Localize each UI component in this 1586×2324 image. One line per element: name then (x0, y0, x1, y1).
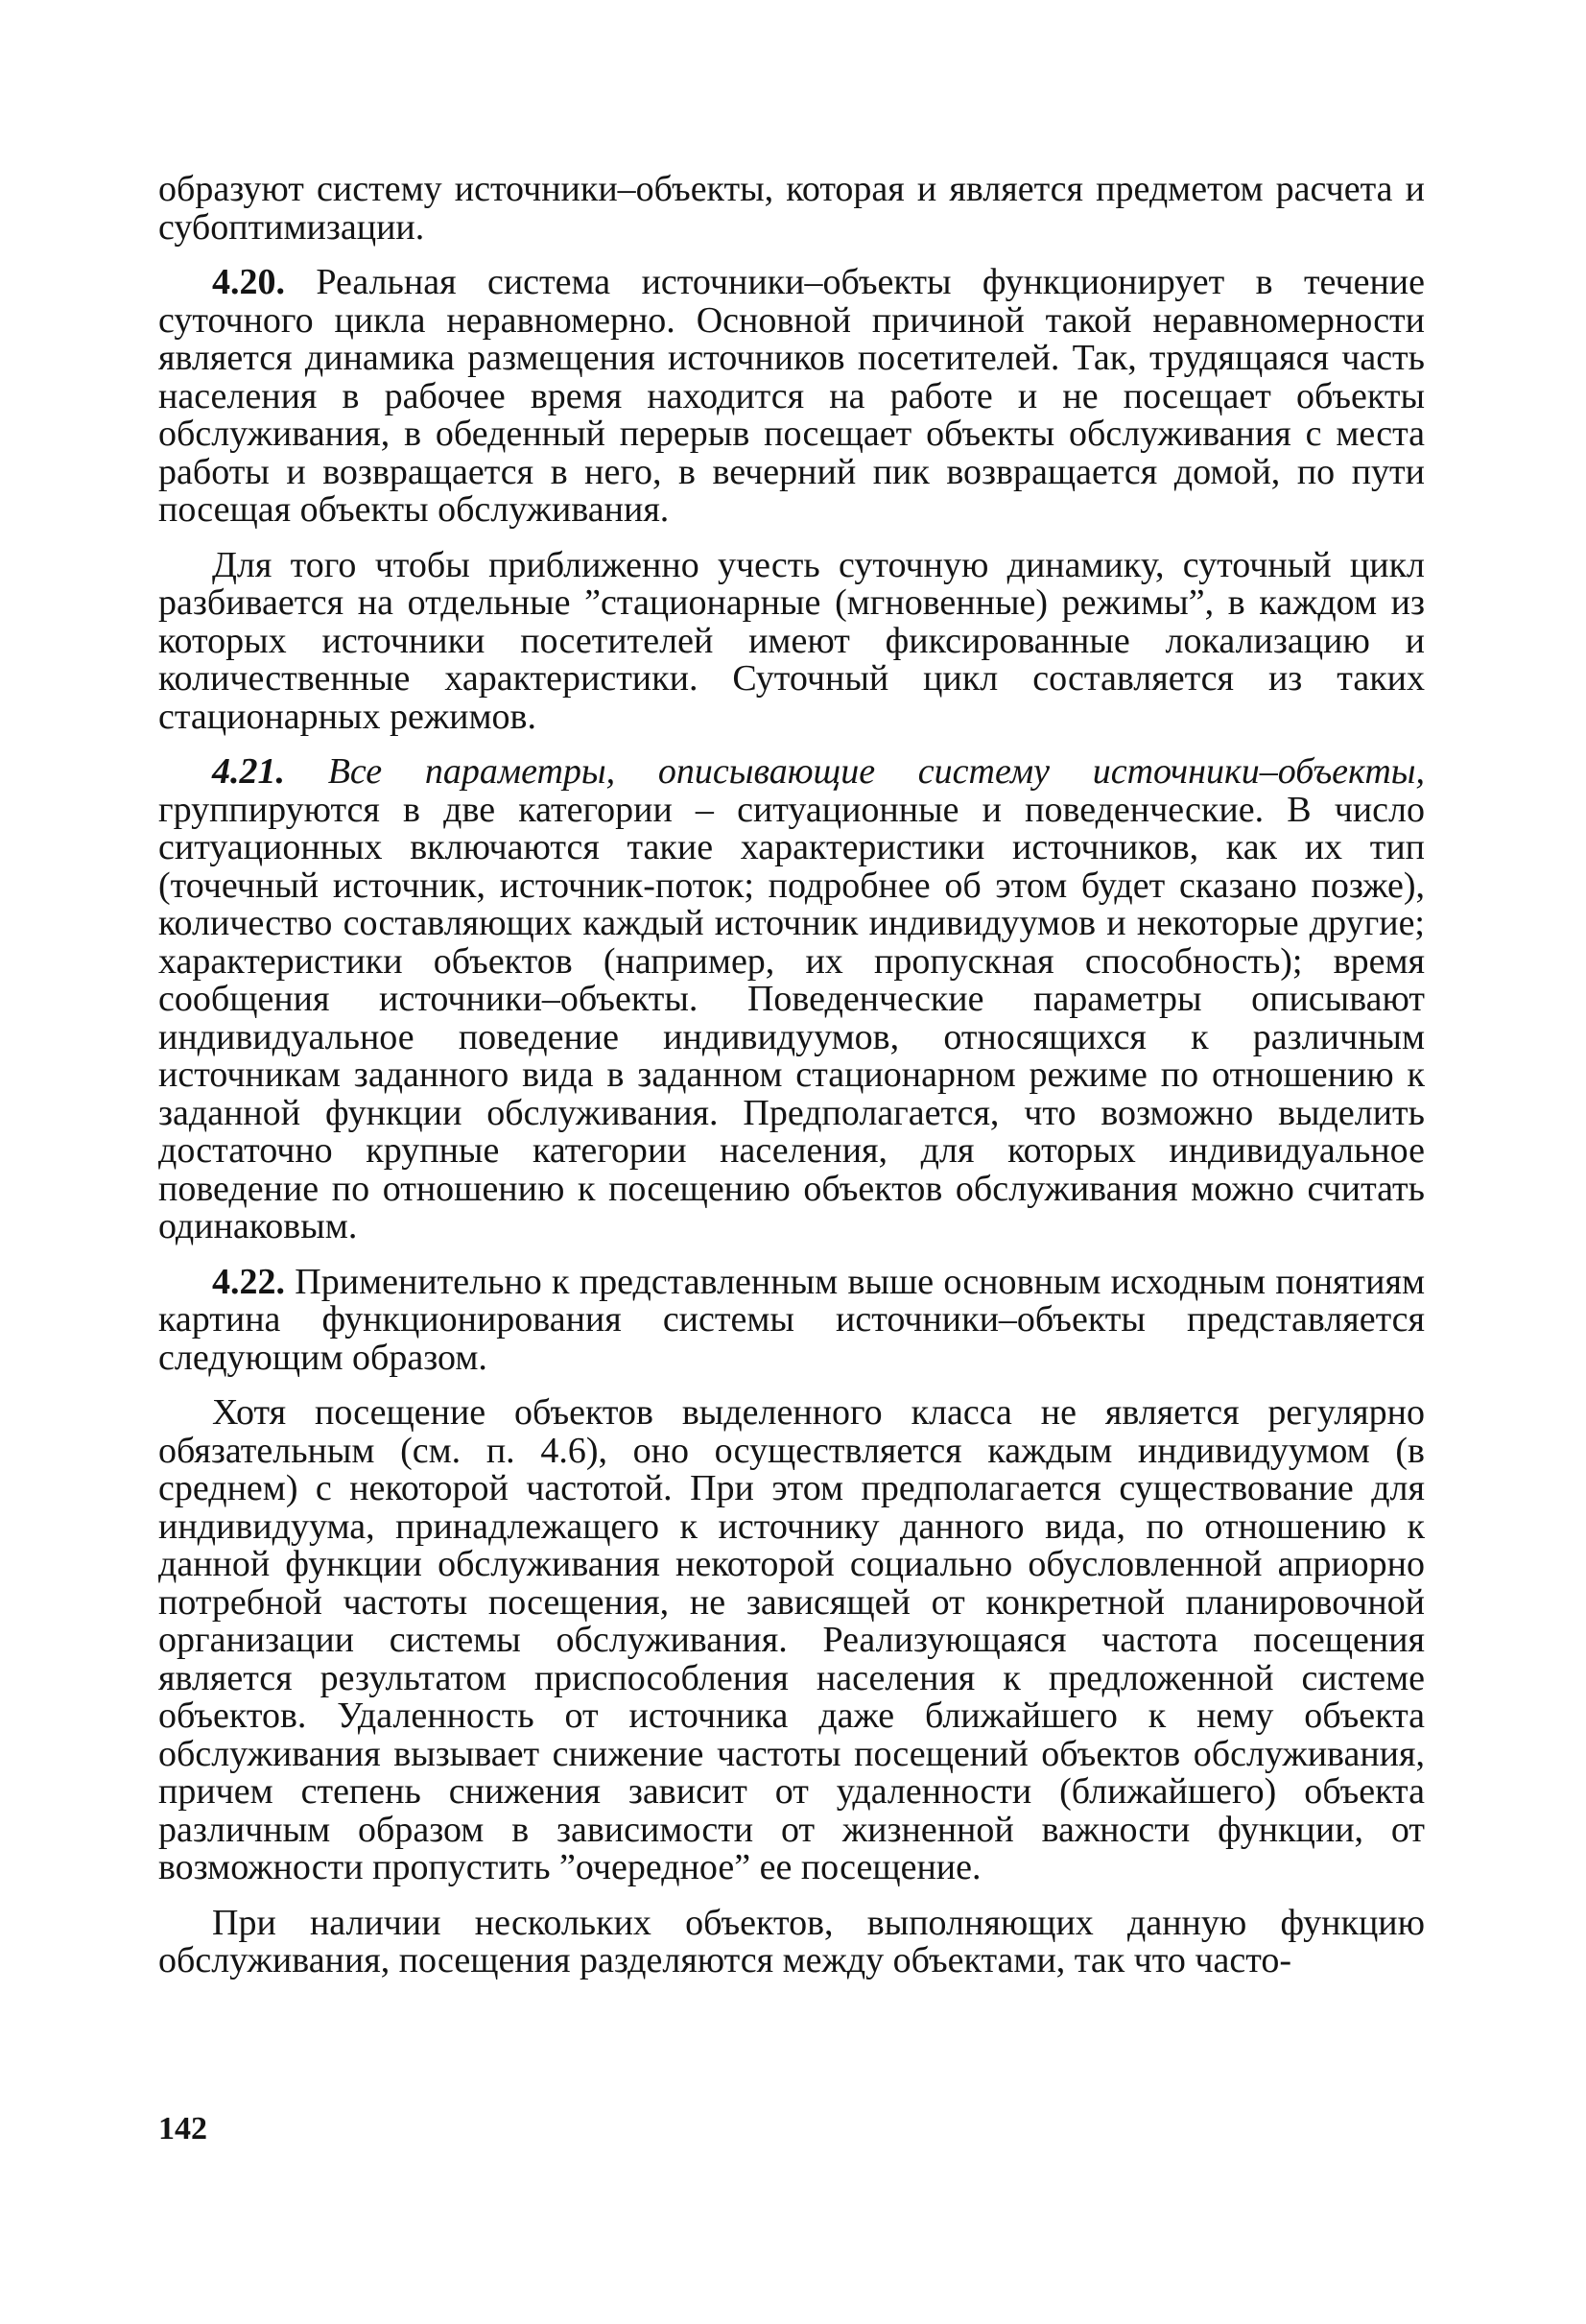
paragraph-text: Для того чтобы приближенно учесть суточную динамику, суточный цикл разбивается на отдельные ”стационарные (мгновенные) режимы”, в каждом из которых источники посетителей имеют фиксированные локализацию и количественные характеристики. Суточный цикл составляется из таких стационарных режимов. (158, 544, 1425, 737)
paragraph-daily-cycle (158, 544, 1425, 737)
section-number: 4.20. (212, 262, 285, 302)
page-number: 142 (158, 2111, 207, 2146)
paragraph-text: Реальная система источники–объекты функционирует в течение суточного цикла неравномерно. Основной причиной такой неравномерности является динамика размещения источников посетителей. Так, трудящаяся часть населения в рабочее время находится на работе и не посещает объекты обслуживания, в обеденный перерыв посещает объекты обслуживания с места работы и возвращается в него, в вечерний пик возвращается домой, по пути посещая объекты обслуживания. (158, 262, 1425, 530)
paragraph-text: Применительно к представленным выше основным исходным понятиям картина функционирования системы источники–объекты представляется следующим образом. (158, 1261, 1425, 1378)
paragraph-visit-frequency (158, 1394, 1425, 1887)
italic-lead-text: Все параметры, описывающие систему источники–объекты, (285, 751, 1425, 792)
section-number: 4.22. (212, 1261, 285, 1302)
paragraph-4-22 (158, 1261, 1425, 1378)
paragraph-4-21 (158, 753, 1425, 1246)
paragraph-text: При наличии нескольких объектов, выполняющих данную функцию обслуживания, посещения разделяются между объектами, так что часто- (158, 1902, 1425, 1980)
paragraph-multiple-objects (158, 1902, 1425, 1980)
paragraph-text: Хотя посещение объектов выделенного класса не является регулярно обязательным (см. п. 4.6), оно осуществляется каждым индивидуумом (в среднем) с некоторой частотой. При этом предполагается существование для индивидуума, принадлежащего к источнику данного вида, по отношению к данной функции обслуживания некоторой социально обусловленной априорно потребной частоты посещения, не зависящей от конкретной планировочной организации системы обслуживания. Реализующаяся частота посещения является результатом приспособления населения к предложенной системе объектов. Удаленность от источника даже ближайшего к нему объекта обслуживания вызывает снижение частоты посещений объектов обслуживания, причем степень снижения зависит от удаленности (ближайшего) объекта различным образом в зависимости от жизненной важности функции, от возможности пропустить ”очередное” ее посещение. (158, 1392, 1425, 1887)
paragraph-text: группируются в две категории – ситуационные и поведенческие. В число ситуационных включаются такие характеристики источников, как их тип (точечный источник, источник-поток; подробнее об этом будет сказано позже), количество составляющих каждый источник индивидуумов и некоторые другие; характеристики объектов (например, их пропускная способность); время сообщения источники–объекты. Поведенческие параметры описывают индивидуальное поведение индивидуумов, относящихся к различным источникам заданного вида в заданном стационарном режиме по отношению к заданной функции обслуживания. Предполагается, что возможно выделить достаточно крупные категории населения, для которых индивидуальное поведение по отношению к посещению объектов обслуживания можно считать одинаковым. (158, 789, 1425, 1246)
section-number: 4.21. (212, 751, 285, 792)
paragraph-text: образуют систему источники–объекты, которая и является предметом расчета и субоптимизации. (158, 169, 1425, 248)
paragraph-intro (158, 171, 1425, 247)
page-body (158, 171, 1425, 1980)
paragraph-4-20 (158, 264, 1425, 530)
